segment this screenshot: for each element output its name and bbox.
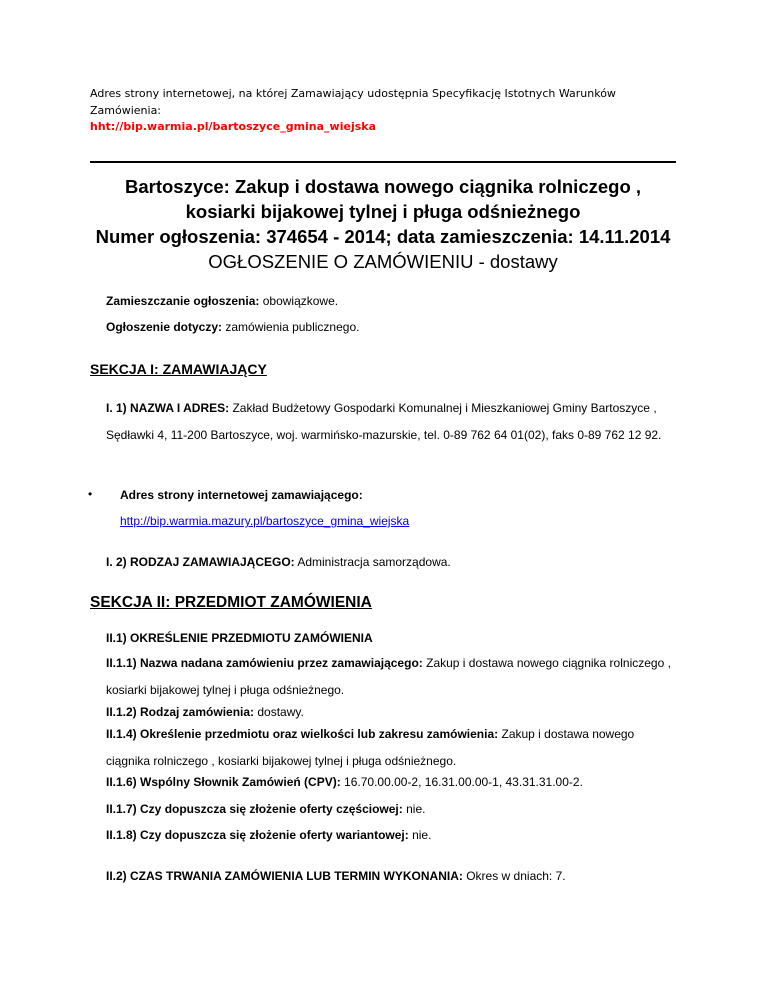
cpv-line — [106, 775, 583, 789]
variant-offer-label: II.1.8) Czy dopuszcza się złożenie oferty wariantowej: — [106, 828, 409, 842]
partial-offer-value: nie. — [406, 802, 426, 816]
partial-offer-line — [106, 802, 425, 816]
order-description — [106, 721, 676, 775]
concerns-line — [106, 320, 359, 334]
title-line-3: Numer ogłoszenia: 374654 - 2014; data zamieszczenia: 14.11.2014 — [95, 226, 671, 247]
intro-text: Adres strony internetowej, na której Zamawiający udostępnia Specyfikację Istotnych Warunków Zamówienia: — [90, 87, 616, 117]
duration-value: Okres w dniach: 7. — [466, 869, 566, 883]
horizontal-rule — [90, 161, 676, 163]
order-kind-label: II.1.2) Rodzaj zamówienia: — [106, 705, 255, 719]
order-kind-line — [106, 705, 304, 719]
buyer-name-address — [106, 395, 676, 449]
website-link-line — [120, 514, 409, 528]
section-1-heading: SEKCJA I: ZAMAWIAJĄCY — [90, 361, 267, 377]
partial-offer-label: II.1.7) Czy dopuszcza się złożenie oferty częściowej: — [106, 802, 403, 816]
placement-line — [106, 294, 338, 308]
order-description-value: Zakup i dostawa nowego ciągnika rolniczego , kosiarki bijakowej tylnej i pługa odśnieżnego. — [106, 727, 635, 768]
website-label: Adres strony internetowej zamawiającego: — [120, 488, 363, 502]
cpv-value: 16.70.00.00-2, 16.31.00.00-1, 43.31.31.00-2. — [344, 775, 583, 789]
buyer-type-label: I. 2) RODZAJ ZAMAWIAJĄCEGO: — [106, 555, 295, 569]
subject-heading: II.1) OKREŚLENIE PRZEDMIOTU ZAMÓWIENIA — [106, 631, 373, 645]
concerns-value: zamówienia publicznego. — [225, 320, 360, 334]
duration-label: II.2) CZAS TRWANIA ZAMÓWIENIA LUB TERMIN WYKONANIA: — [106, 869, 463, 883]
variant-offer-line — [106, 828, 431, 842]
duration-line — [106, 869, 566, 883]
page-title — [90, 174, 676, 274]
order-name-value: Zakup i dostawa nowego ciągnika rolniczego , kosiarki bijakowej tylnej i pługa odśnieżnego. — [106, 656, 671, 697]
placement-value: obowiązkowe. — [262, 294, 339, 308]
title-line-2: kosiarki bijakowej tylnej i pługa odśnieżnego — [185, 201, 581, 222]
title-line-4: OGŁOSZENIE O ZAMÓWIENIU - dostawy — [208, 251, 558, 272]
order-description-label: II.1.4) Określenie przedmiotu oraz wielkości lub zakresu zamówienia: — [106, 727, 499, 741]
buyer-name-value: Zakład Budżetowy Gospodarki Komunalnej i Mieszkaniowej Gminy Bartoszyce , Sędławki 4, 11-200 Bartoszyce, woj. warmińsko-mazurskie, tel. 0-89 762 64 01(02), faks 0-89 762 12 92. — [106, 401, 662, 442]
buyer-type-line — [106, 555, 451, 569]
order-name — [106, 650, 676, 704]
order-name-label: II.1.1) Nazwa nadana zamówieniu przez zamawiającego: — [106, 656, 423, 670]
siwz-url[interactable]: hht://bip.warmia.pl/bartoszyce_gmina_wiejska — [90, 120, 377, 133]
section-2-heading: SEKCJA II: PRZEDMIOT ZAMÓWIENIA — [90, 594, 372, 611]
concerns-label: Ogłoszenie dotyczy: — [106, 320, 223, 334]
buyer-name-label: I. 1) NAZWA I ADRES: — [106, 401, 230, 415]
cpv-label: II.1.6) Wspólny Słownik Zamówień (CPV): — [106, 775, 341, 789]
variant-offer-value: nie. — [412, 828, 432, 842]
buyer-type-value: Administracja samorządowa. — [297, 555, 451, 569]
title-line-1: Bartoszyce: Zakup i dostawa nowego ciągnika rolniczego , — [124, 176, 642, 197]
bullet-icon: • — [88, 487, 93, 501]
intro-block — [90, 86, 690, 136]
order-kind-value: dostawy. — [257, 705, 304, 719]
buyer-website-link[interactable]: http://bip.warmia.mazury.pl/bartoszyce_gmina_wiejska — [120, 514, 410, 528]
placement-label: Zamieszczanie ogłoszenia: — [106, 294, 260, 308]
